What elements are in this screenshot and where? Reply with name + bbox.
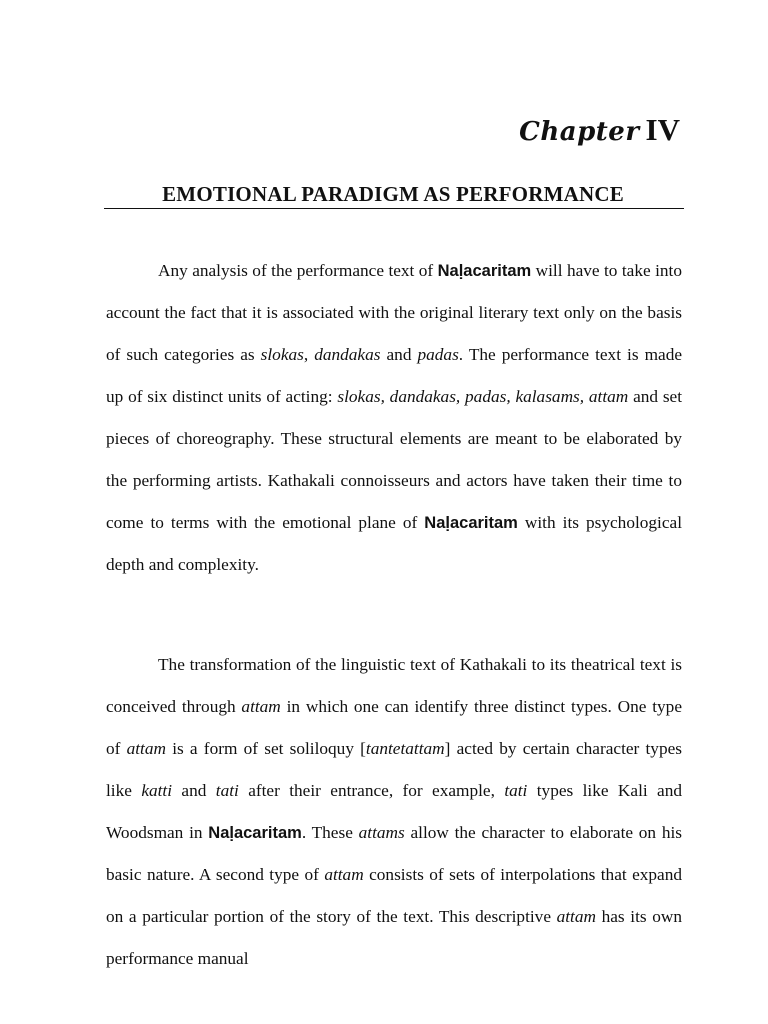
italic-term: slokas <box>260 345 304 364</box>
text-run: . The performance text is made up of six distinct units of acting: <box>106 345 683 406</box>
paragraph-2-text <box>106 644 682 980</box>
text-run: , <box>303 345 315 364</box>
text-run: with its psychological depth and complexity. <box>106 513 682 574</box>
bold-title-run: Naḷacaritam <box>208 824 302 842</box>
text-run: The transformation of the linguistic text of Kathakali to its theatrical text is conceived through <box>106 655 682 716</box>
text-run: ] acted by certain character types like <box>106 739 682 800</box>
text-run: and <box>380 345 418 364</box>
bold-title-run: Naḷacaritam <box>424 514 518 532</box>
paragraph-1 <box>106 250 682 586</box>
italic-term: dandakas <box>314 345 381 364</box>
text-run: consists of sets of interpolations that expand on a particular portion of the story of the text. This descriptive <box>106 865 683 926</box>
italic-term: slokas, dandakas, padas, kalasams, attam <box>337 387 629 406</box>
italic-term: attam <box>241 697 281 716</box>
text-run: has its own performance manual <box>106 907 682 968</box>
title-underline <box>104 208 684 209</box>
chapter-heading <box>519 112 680 148</box>
italic-term: attam <box>126 739 166 758</box>
chapter-number: IV <box>645 112 680 147</box>
chapter-title: EMOTIONAL PARADIGM AS PERFORMANCE <box>162 182 624 206</box>
italic-term: tati <box>504 781 528 800</box>
text-run: after their entrance, for example, <box>238 781 505 800</box>
italic-term: tantetattam <box>365 739 445 758</box>
text-run: in which one can identify three distinct types. One type of <box>106 697 682 758</box>
text-run: and set pieces of choreography. These structural elements are meant to be elaborated by the performing artists. Kathakali connoisseurs and actors have taken their time to come to terms with the emotional plane of <box>106 387 683 532</box>
italic-term: attam <box>324 865 364 884</box>
paragraph-1-text <box>106 250 682 586</box>
italic-term: tati <box>215 781 239 800</box>
bold-title-run: Naḷacaritam <box>437 262 532 280</box>
text-run: allow the character to elaborate on his basic nature. A second type of <box>106 823 682 884</box>
italic-term: katti <box>141 781 173 800</box>
chapter-label: Chapter <box>519 117 640 147</box>
italic-term: attams <box>358 823 405 842</box>
text-run: . These <box>301 823 359 842</box>
text-run: will have to take into account the fact that it is associated with the original literary text only on the basis of such categories as <box>106 261 682 364</box>
text-run: and <box>172 781 216 800</box>
italic-term: attam <box>556 907 596 926</box>
text-run: is a form of set soliloquy [ <box>165 739 366 758</box>
paragraph-2 <box>106 644 682 980</box>
text-run: Any analysis of the performance text of <box>158 261 438 280</box>
italic-term: padas <box>417 345 459 364</box>
text-run: types like Kali and Woodsman in <box>106 781 683 842</box>
